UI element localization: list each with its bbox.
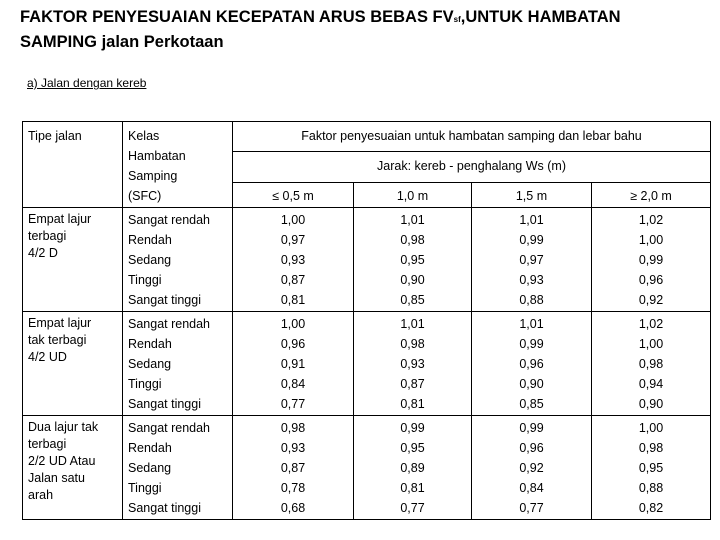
- header-road-type: Tipe jalan: [23, 122, 123, 208]
- factor-values-cell: [472, 416, 592, 520]
- factor-value: 0,85: [400, 293, 425, 307]
- header-class-line: Samping: [128, 169, 178, 183]
- friction-class-label: Sangat tinggi: [128, 397, 201, 411]
- factor-value: 0,99: [400, 421, 425, 435]
- friction-class-label: Sangat tinggi: [128, 293, 201, 307]
- factor-value: 1,00: [638, 233, 664, 247]
- road-type-line: 2/2 UD Atau: [28, 454, 96, 468]
- factor-value: 0,87: [280, 461, 306, 475]
- factor-values-cell: [592, 208, 711, 312]
- factor-values-cell: [233, 208, 354, 312]
- friction-class-label: Sangat tinggi: [128, 501, 201, 515]
- friction-class-label: Rendah: [128, 337, 172, 351]
- factor-value: 0,95: [400, 441, 425, 455]
- friction-class-cell: [123, 208, 233, 312]
- road-type-line: Jalan satu: [28, 471, 85, 485]
- factor-value: 0,81: [400, 397, 425, 411]
- factor-value: 0,94: [638, 377, 664, 391]
- factor-value: 0,81: [400, 481, 425, 495]
- section-subheading: a) Jalan dengan kereb: [27, 76, 147, 90]
- header-class-line: (SFC): [128, 189, 162, 203]
- friction-class-label: Tinggi: [128, 481, 162, 495]
- factor-value: 0,87: [400, 377, 425, 391]
- factor-value: 0,87: [280, 273, 306, 287]
- factor-value: 0,96: [519, 357, 544, 371]
- factor-value: 0,77: [519, 501, 544, 515]
- friction-class-label: Rendah: [128, 441, 172, 455]
- factor-value: 1,01: [400, 213, 425, 227]
- road-type-line: arah: [28, 488, 54, 502]
- factor-value: 0,78: [280, 481, 306, 495]
- road-type-line: 4/2 D: [28, 246, 58, 260]
- factor-value: 0,77: [400, 501, 425, 515]
- friction-class-label: Sedang: [128, 253, 172, 267]
- header-side-friction-class: [123, 122, 233, 208]
- factor-value: 0,89: [400, 461, 425, 475]
- header-class-line: Kelas: [128, 129, 160, 143]
- road-type-line: tak terbagi: [28, 333, 87, 347]
- factor-values-cell: [354, 416, 472, 520]
- factor-value: 0,98: [280, 421, 306, 435]
- title-subscript: sf: [453, 15, 461, 24]
- factor-value: 0,88: [638, 481, 664, 495]
- factor-value: 0,98: [400, 233, 425, 247]
- factor-value: 0,68: [280, 501, 306, 515]
- factor-value: 0,97: [519, 253, 544, 267]
- header-class-line: Hambatan: [128, 149, 186, 163]
- factor-value: 0,99: [519, 337, 544, 351]
- friction-class-label: Sedang: [128, 357, 172, 371]
- factor-values-cell: [354, 208, 472, 312]
- road-type-line: 4/2 UD: [28, 350, 67, 364]
- factor-value: 0,93: [280, 253, 306, 267]
- header-distance-3: ≥ 2,0 m: [592, 183, 711, 208]
- factor-value: 0,98: [638, 441, 664, 455]
- factor-value: 0,84: [280, 377, 306, 391]
- factor-value: 0,93: [280, 441, 306, 455]
- road-type-line: terbagi: [28, 229, 67, 243]
- title-line1-rest: ,UNTUK HAMBATAN: [460, 8, 621, 26]
- factor-value: 0,90: [638, 397, 664, 411]
- factor-values-cell: [592, 416, 711, 520]
- factor-value: 0,90: [519, 377, 544, 391]
- factor-value: 0,77: [280, 397, 306, 411]
- factor-value: 0,99: [519, 421, 544, 435]
- factor-values-cell: [472, 312, 592, 416]
- factor-value: 0,92: [638, 293, 664, 307]
- header-distance-1: 1,0 m: [354, 183, 472, 208]
- factor-value: 0,82: [638, 501, 664, 515]
- factor-value: 0,85: [519, 397, 544, 411]
- factor-values-cell: [233, 416, 354, 520]
- factor-value: 0,99: [519, 233, 544, 247]
- factor-value: 0,98: [400, 337, 425, 351]
- factor-value: 0,96: [519, 441, 544, 455]
- friction-class-cell: [123, 312, 233, 416]
- factor-value: 1,00: [280, 213, 306, 227]
- header-distance-title: Jarak: kereb - penghalang Ws (m): [233, 152, 711, 183]
- factor-value: 0,93: [400, 357, 425, 371]
- road-type-cell: [23, 312, 123, 416]
- factor-value: 0,84: [519, 481, 544, 495]
- factor-value: 1,01: [400, 317, 425, 331]
- table-row: [23, 416, 711, 520]
- factor-value: 0,95: [638, 461, 664, 475]
- road-type-line: Empat lajur: [28, 212, 92, 226]
- factor-value: 1,00: [280, 317, 306, 331]
- factor-value: 1,00: [638, 421, 664, 435]
- title-line1-main: FAKTOR PENYESUAIAN KECEPATAN ARUS BEBAS FV: [20, 8, 454, 26]
- factor-value: 1,02: [638, 317, 664, 331]
- factor-value: 0,96: [280, 337, 306, 351]
- friction-class-label: Tinggi: [128, 273, 162, 287]
- factor-value: 1,00: [638, 337, 664, 351]
- friction-class-cell: [123, 416, 233, 520]
- factor-value: 0,90: [400, 273, 425, 287]
- road-type-cell: [23, 208, 123, 312]
- factor-value: 0,93: [519, 273, 544, 287]
- factor-value: 0,97: [280, 233, 306, 247]
- table-row: [23, 208, 711, 312]
- title-line2: SAMPING jalan Perkotaan: [20, 33, 224, 51]
- header-distance-2: 1,5 m: [472, 183, 592, 208]
- road-type-cell: [23, 416, 123, 520]
- factor-value: 1,01: [519, 213, 544, 227]
- factor-values-cell: [233, 312, 354, 416]
- factor-value: 1,02: [638, 213, 664, 227]
- factor-value: 0,91: [280, 357, 306, 371]
- table-row: [23, 312, 711, 416]
- factor-values-cell: [472, 208, 592, 312]
- road-type-line: Empat lajur: [28, 316, 92, 330]
- adjustment-factor-table: [22, 121, 711, 520]
- friction-class-label: Sangat rendah: [128, 317, 211, 331]
- friction-class-label: Sangat rendah: [128, 213, 211, 227]
- factor-value: 0,98: [638, 357, 664, 371]
- factor-value: 0,92: [519, 461, 544, 475]
- road-type-line: terbagi: [28, 437, 67, 451]
- factor-values-cell: [354, 312, 472, 416]
- factor-value: 0,88: [519, 293, 544, 307]
- factor-value: 0,81: [280, 293, 306, 307]
- friction-class-label: Sangat rendah: [128, 421, 211, 435]
- header-distance-0: ≤ 0,5 m: [233, 183, 354, 208]
- header-factor-title: Faktor penyesuaian untuk hambatan samping dan lebar bahu: [233, 122, 711, 152]
- factor-values-cell: [592, 312, 711, 416]
- friction-class-label: Sedang: [128, 461, 172, 475]
- friction-class-label: Tinggi: [128, 377, 162, 391]
- friction-class-label: Rendah: [128, 233, 172, 247]
- factor-value: 0,95: [400, 253, 425, 267]
- page-title: [20, 6, 710, 53]
- road-type-line: Dua lajur tak: [28, 420, 99, 434]
- factor-value: 0,96: [638, 273, 664, 287]
- factor-value: 0,99: [638, 253, 664, 267]
- factor-value: 1,01: [519, 317, 544, 331]
